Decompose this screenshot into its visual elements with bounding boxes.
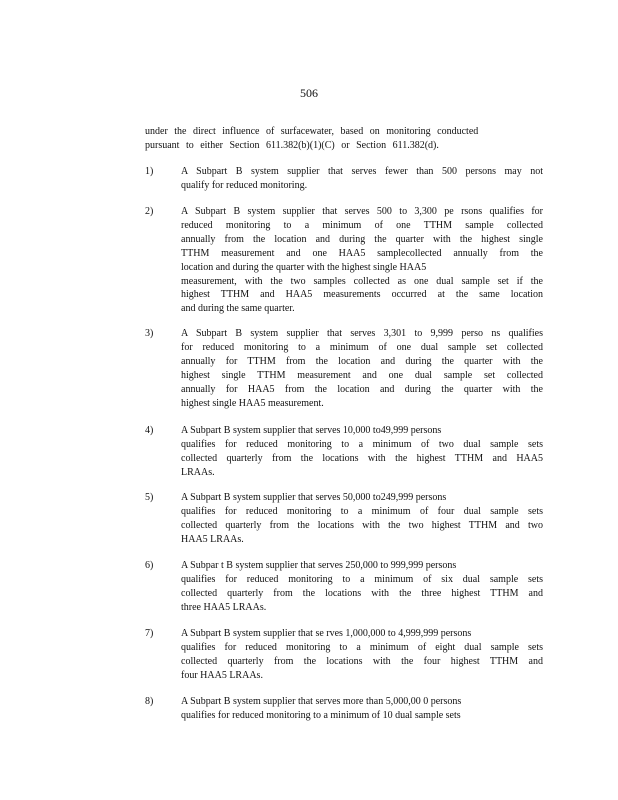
- item-number: 8): [145, 696, 154, 707]
- item-text: [181, 424, 543, 480]
- text-line: pursuant to either Section 611.382(b)(1)(C) or Section 611.382(d).: [145, 139, 439, 151]
- text-line: qualify for reduced monitoring.: [181, 179, 308, 191]
- item-text: [181, 205, 543, 316]
- text-line: HAA5 LRAAs.: [181, 533, 244, 545]
- text-line: highest single HAA5 measurement.: [181, 397, 324, 409]
- text-line: collected quarterly from the locations with the highest TTHM and HAA5: [181, 452, 543, 464]
- item-number: 4): [145, 425, 154, 436]
- text-line: qualifies for reduced monitoring to a minimum of 10 dual sample sets: [181, 709, 461, 721]
- text-line: location and during the quarter with the highest single HAA5: [181, 261, 427, 273]
- text-line: collected quarterly from the locations with the three highest TTHM and: [181, 587, 543, 599]
- item-number: 2): [145, 206, 154, 217]
- text-line: LRAAs.: [181, 466, 215, 478]
- item-number: 6): [145, 560, 154, 571]
- text-line: qualifies for reduced monitoring to a minimum of four dual sample sets: [181, 505, 543, 517]
- item-number: 5): [145, 492, 154, 503]
- text-line: A Subpar t B system supplier that serves 250,000 to 999,999 persons: [181, 560, 457, 571]
- intro-paragraph: [145, 125, 505, 152]
- text-line: and during the same quarter.: [181, 303, 295, 315]
- text-line: highest TTHM and HAA5 measurements occurred at the same location: [181, 289, 543, 301]
- text-line: collected quarterly from the locations with the two highest TTHM and two: [181, 519, 543, 531]
- item-text: [181, 165, 543, 193]
- text-line: A Subpart B system supplier that serves fewer than 500 persons may not: [181, 166, 543, 177]
- text-line: A Subpart B system supplier that serves 10,000 to49,999 persons: [181, 425, 442, 436]
- text-line: annually for HAA5 from the location and during the quarter with the: [181, 383, 543, 395]
- text-line: qualifies for reduced monitoring to a minimum of eight dual sample sets: [181, 641, 543, 653]
- item-text: [181, 695, 543, 723]
- item-text: [181, 627, 543, 683]
- text-line: TTHM measurement and one HAA5 samplecollected annually from the: [181, 247, 543, 259]
- text-line: highest single TTHM measurement and one dual sample set collected: [181, 369, 543, 381]
- text-line: collected quarterly from the locations with the four highest TTHM and: [181, 655, 543, 667]
- text-line: qualifies for reduced monitoring to a minimum of two dual sample sets: [181, 438, 543, 450]
- text-line: measurement, with the two samples collected as one dual sample set if the: [181, 275, 543, 287]
- text-line: three HAA5 LRAAs.: [181, 601, 267, 613]
- text-line: four HAA5 LRAAs.: [181, 669, 263, 681]
- item-number: 1): [145, 166, 154, 177]
- text-line: A Subpart B system supplier that serves 3,301 to 9,999 perso ns qualifies: [181, 328, 543, 339]
- item-number: 3): [145, 328, 154, 339]
- text-line: annually for TTHM from the location and during the quarter with the: [181, 355, 543, 367]
- text-line: annually from the location and during the quarter with the highest single: [181, 233, 543, 245]
- text-line: A Subpart B system supplier that serves more than 5,000,00 0 persons: [181, 696, 462, 707]
- item-text: [181, 327, 543, 410]
- text-line: A Subpart B system supplier that serves 50,000 to249,999 persons: [181, 492, 447, 503]
- text-line: A Subpart B system supplier that se rves 1,000,000 to 4,999,999 persons: [181, 628, 472, 639]
- text-line: under the direct influence of surfacewater, based on monitoring conducted: [145, 126, 479, 137]
- text-line: A Subpart B system supplier that serves 500 to 3,300 pe rsons qualifies for: [181, 206, 543, 217]
- text-line: for reduced monitoring to a minimum of one dual sample set collected: [181, 341, 543, 353]
- item-number: 7): [145, 628, 154, 639]
- item-text: [181, 559, 543, 615]
- text-line: reduced monitoring to a minimum of one TTHM sample collected: [181, 219, 543, 231]
- page-number: 506: [300, 86, 318, 100]
- item-text: [181, 491, 543, 547]
- text-line: qualifies for reduced monitoring to a minimum of six dual sample sets: [181, 573, 543, 585]
